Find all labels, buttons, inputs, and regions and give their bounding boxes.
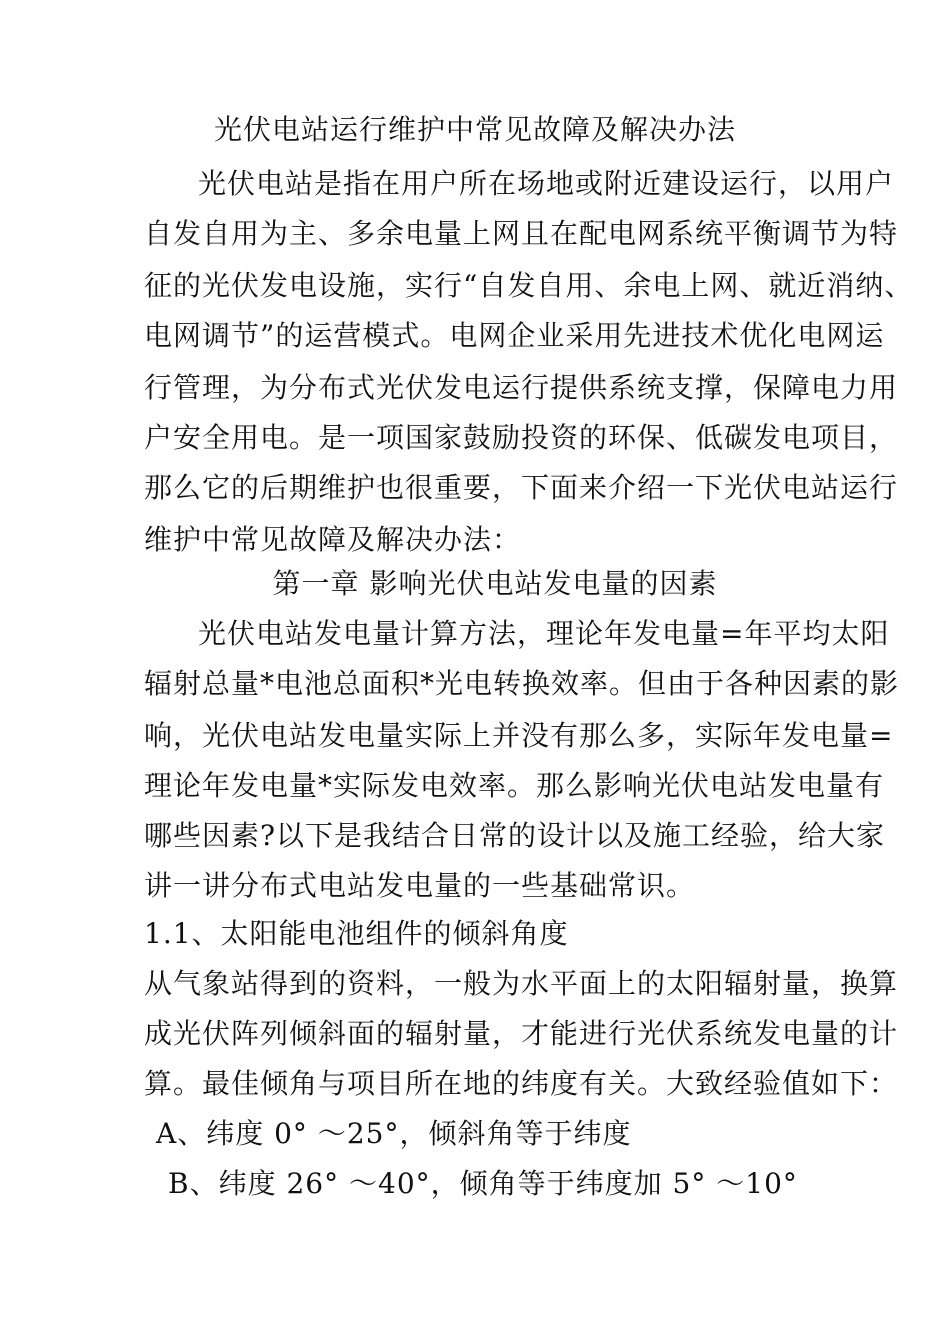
- list-item-b: B、纬度 26° ～40°，倾角等于纬度加 5° ～10°: [168, 1167, 798, 1200]
- chapter-line-5: 哪些因素?以下是我结合日常的设计以及施工经验，给大家: [144, 819, 886, 852]
- intro-line-3: 征的光伏发电设施，实行“自发自用、余电上网、就近消纳、: [144, 269, 914, 302]
- intro-line-7: 那么它的后期维护也很重要，下面来介绍一下光伏电站运行: [144, 471, 899, 504]
- intro-line-8: 维护中常见故障及解决办法：: [144, 523, 522, 556]
- intro-line-6: 户安全用电。是一项国家鼓励投资的环保、低碳发电项目，: [144, 421, 899, 454]
- intro-line-1: 光伏电站是指在用户所在场地或附近建设运行，以用户: [198, 167, 895, 200]
- intro-line-5: 行管理，为分布式光伏发电运行提供系统支撑，保障电力用: [144, 371, 899, 404]
- document-title: 光伏电站运行维护中常见故障及解决办法: [213, 113, 736, 146]
- chapter-line-3: 响，光伏电站发电量实际上并没有那么多，实际年发电量=: [144, 719, 894, 752]
- section-line-2: 成光伏阵列倾斜面的辐射量，才能进行光伏系统发电量的计: [144, 1017, 899, 1050]
- chapter-line-6: 讲一讲分布式电站发电量的一些基础常识。: [144, 869, 696, 902]
- list-item-a: A、纬度 0° ～25°，倾斜角等于纬度: [156, 1117, 632, 1150]
- section-line-1: 从气象站得到的资料，一般为水平面上的太阳辐射量，换算: [144, 967, 899, 1000]
- chapter-line-2: 辐射总量*电池总面积*光电转换效率。但由于各种因素的影: [144, 667, 900, 700]
- intro-line-4: 电网调节”的运营模式。电网企业采用先进技术优化电网运: [144, 319, 885, 352]
- chapter-line-4: 理论年发电量*实际发电效率。那么影响光伏电站发电量有: [144, 769, 885, 802]
- section-heading: 1.1、太阳能电池组件的倾斜角度: [144, 917, 569, 950]
- intro-line-2: 自发自用为主、多余电量上网且在配电网系统平衡调节为特: [144, 217, 899, 250]
- chapter-title: 第一章 影响光伏电站发电量的因素: [272, 567, 718, 600]
- chapter-line-1: 光伏电站发电量计算方法，理论年发电量=年平均太阳: [198, 617, 890, 650]
- section-line-3: 算。最佳倾角与项目所在地的纬度有关。大致经验值如下：: [144, 1067, 899, 1100]
